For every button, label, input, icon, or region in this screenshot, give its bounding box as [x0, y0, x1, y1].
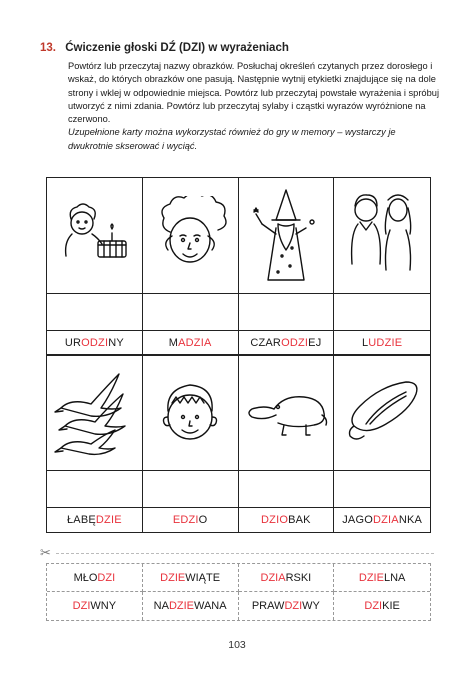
picture-card: [47, 355, 143, 532]
cut-label[interactable]: [239, 592, 335, 620]
page-number: 103: [228, 639, 246, 651]
picture-grid-row-1: [46, 177, 431, 356]
cut-label[interactable]: [143, 564, 239, 592]
platypus-icon: [239, 355, 334, 471]
cut-label[interactable]: [143, 592, 239, 620]
word-segment: JAGO: [342, 514, 373, 526]
blank-label-slot[interactable]: [47, 471, 142, 508]
exercise-header: [40, 42, 289, 54]
cut-label[interactable]: [47, 592, 143, 620]
cut-label[interactable]: [334, 592, 430, 620]
word-segment: LNA: [383, 571, 406, 584]
word-segment: UR: [64, 337, 82, 349]
picture-card: [239, 355, 335, 532]
word-segment: NKA: [398, 514, 423, 526]
picture-card: [334, 355, 430, 532]
people-icon: [334, 178, 430, 294]
word-segment: PRAW: [251, 600, 285, 612]
highlighted-syllable: DZIO: [261, 514, 289, 526]
cut-label[interactable]: [239, 564, 335, 592]
word-label-row2-4: [334, 508, 430, 532]
word-segment: MŁO: [73, 571, 98, 584]
highlighted-syllable: DZIA: [260, 571, 286, 584]
word-label-row1-2: [143, 331, 238, 355]
blank-label-slot[interactable]: [334, 294, 430, 331]
word-segment: BAK: [288, 514, 311, 526]
highlighted-syllable: EDZI: [172, 514, 199, 526]
instruction-text: Powtórz lub przeczytaj nazwy obrazków. Posłuchaj określeń czytanych przez dorosłego i wskaż, do których obrazków one pasują. Następnie wytnij etykietki znajdujące się na dole strony i wklej w odpowiednie miejsca. Powtórz lub przeczytaj powstałe wyrażenia i spróbuj utworzyć z nimi zdania. Powtórz lub przeczytaj sylaby i cząstki wyrazów wyróżnione na czerwono.: [68, 61, 440, 125]
blank-label-slot[interactable]: [143, 471, 238, 508]
blank-label-slot[interactable]: [334, 471, 430, 508]
word-label-row1-1: [47, 331, 142, 355]
blank-label-slot[interactable]: [239, 471, 334, 508]
word-segment: L: [361, 337, 369, 349]
highlighted-syllable: DZI: [72, 600, 91, 612]
highlighted-syllable: UDZIE: [368, 337, 403, 349]
word-segment: NY: [108, 337, 124, 349]
highlighted-syllable: ADZIA: [178, 337, 212, 349]
blank-label-slot[interactable]: [239, 294, 334, 331]
word-segment: ŁABĘ: [66, 514, 96, 526]
cut-line: [56, 553, 434, 554]
exercise-number: 13.: [40, 42, 56, 54]
word-segment: WANA: [194, 600, 227, 612]
word-segment: NA: [153, 600, 169, 612]
picture-card: [143, 178, 239, 355]
word-label-row2-2: [143, 508, 238, 532]
picture-card: [239, 178, 335, 355]
highlighted-syllable: ODZI: [281, 337, 309, 349]
word-segment: CZAR: [250, 337, 282, 349]
bun-icon: [334, 355, 430, 471]
birthday-cake-icon: [47, 178, 142, 294]
scissors-icon: ✂: [40, 545, 51, 560]
swans-icon: [47, 355, 142, 471]
cut-out-labels: [46, 563, 431, 621]
word-label-row2-1: [47, 508, 142, 532]
word-segment: RSKI: [285, 571, 312, 584]
word-segment: O: [198, 514, 208, 526]
cut-label[interactable]: [334, 564, 430, 592]
boy-face-icon: [143, 355, 238, 471]
highlighted-syllable: DZI: [97, 571, 116, 584]
highlighted-syllable: DZIE: [358, 571, 384, 584]
word-segment: WNY: [90, 600, 117, 612]
highlighted-syllable: DZIE: [168, 600, 194, 612]
cut-label[interactable]: [47, 564, 143, 592]
word-label-row1-4: [334, 331, 430, 355]
blank-label-slot[interactable]: [143, 294, 238, 331]
word-segment: WY: [302, 600, 320, 612]
word-segment: EJ: [308, 337, 322, 349]
picture-card: [47, 178, 143, 355]
picture-card: [334, 178, 430, 355]
picture-grid-row-2: [46, 354, 431, 533]
word-segment: KIE: [382, 600, 400, 612]
highlighted-syllable: DZI: [364, 600, 383, 612]
word-label-row2-3: [239, 508, 334, 532]
highlighted-syllable: ODZI: [81, 337, 109, 349]
highlighted-syllable: DZIE: [160, 571, 186, 584]
exercise-title: Ćwiczenie głoski DŹ (DZI) w wyrażeniach: [65, 42, 289, 54]
instruction-note: Uzupełnione karty można wykorzystać również do gry w memory – wystarczy je dwukrotnie skserować i wyciąć.: [68, 127, 396, 151]
highlighted-syllable: DZI: [284, 600, 303, 612]
wizard-icon: [239, 178, 334, 294]
picture-card: [143, 355, 239, 532]
highlighted-syllable: DZIE: [95, 514, 122, 526]
word-label-row1-3: [239, 331, 334, 355]
word-segment: WIĄTE: [185, 571, 221, 584]
girl-face-icon: [143, 178, 238, 294]
word-segment: M: [168, 337, 179, 349]
blank-label-slot[interactable]: [47, 294, 142, 331]
highlighted-syllable: DZIA: [372, 514, 399, 526]
instructions: [68, 60, 440, 153]
